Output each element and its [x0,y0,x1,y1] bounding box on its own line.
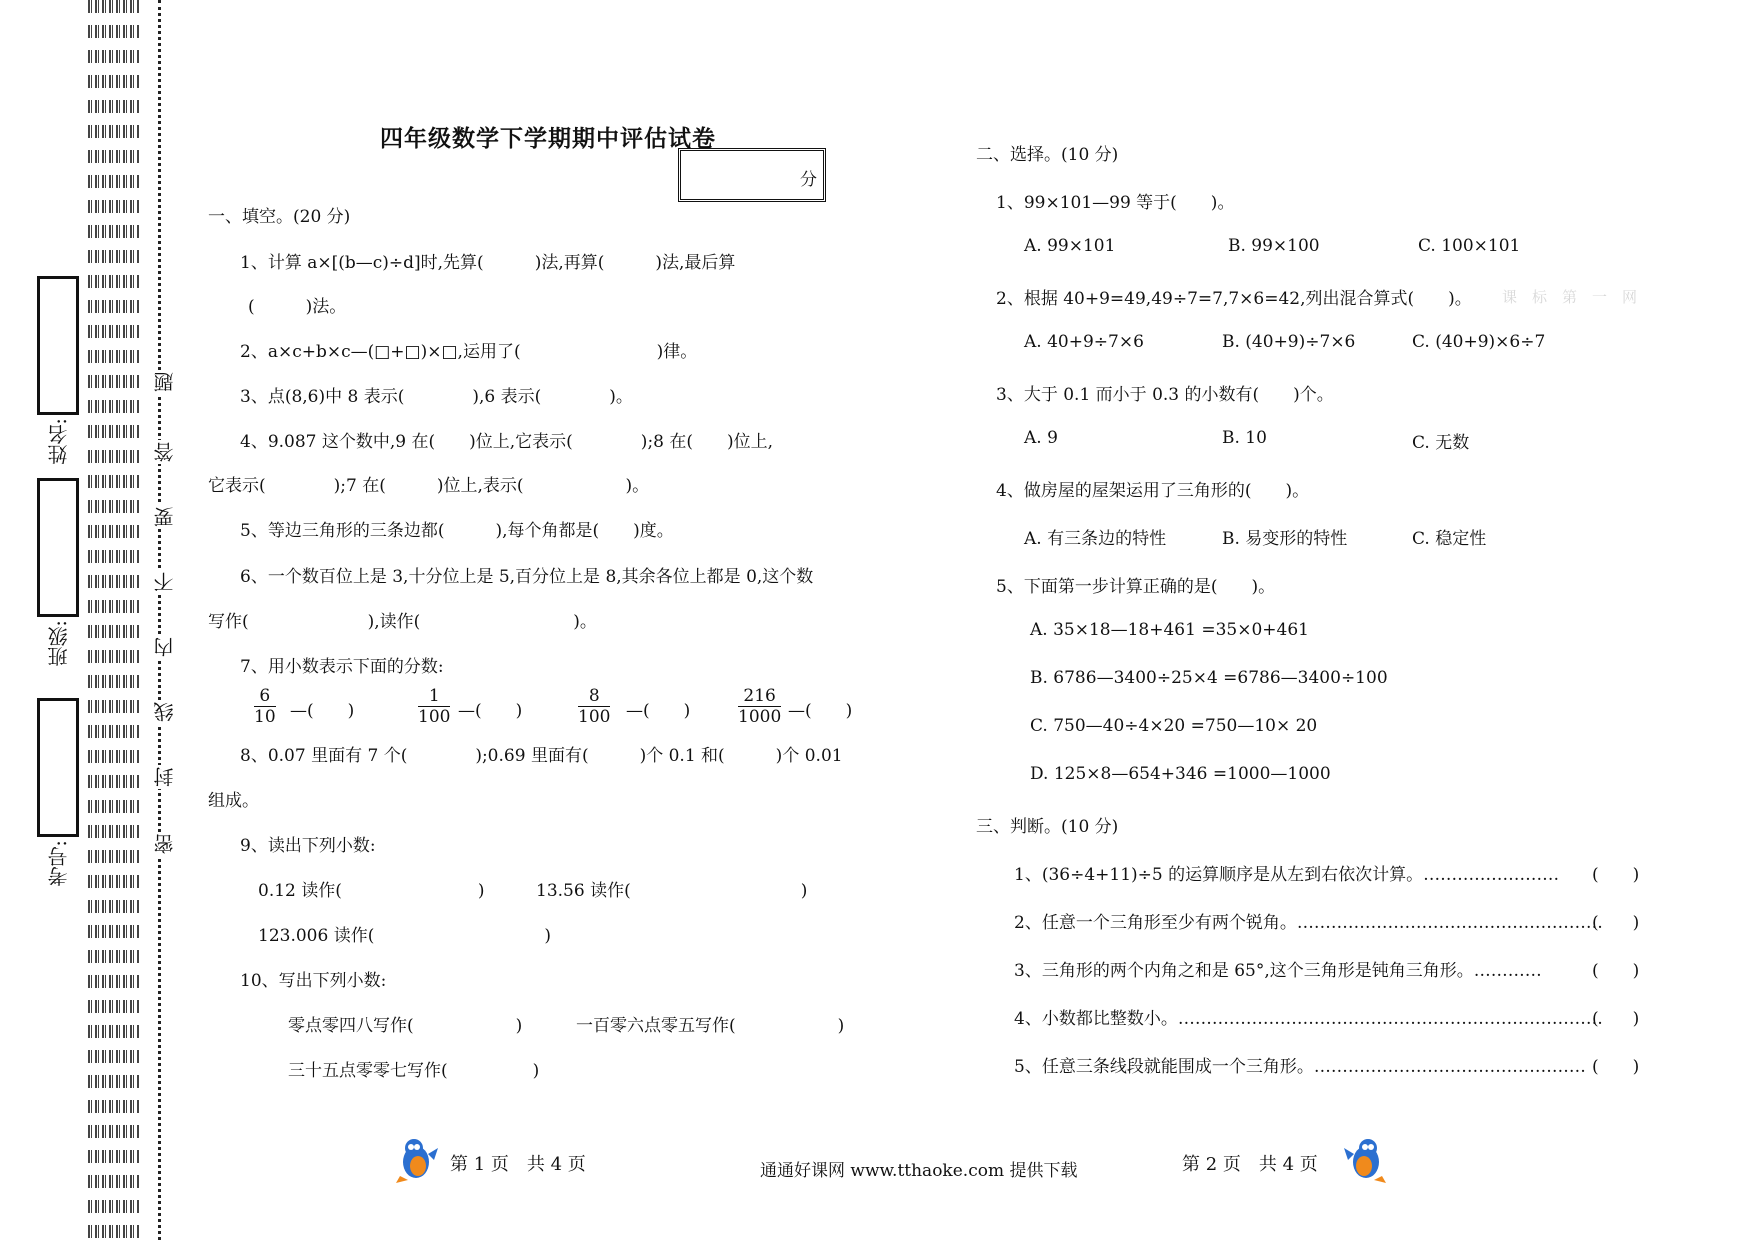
seal-char: 线 [150,700,179,724]
fraction-1: $\frac{6}{10}$ [254,686,276,727]
fill-q9-a: 0.12 读作( ) [258,881,485,901]
fill-q9: 9、读出下列小数: [240,836,376,856]
exam-title: 四年级数学下学期期中评估试卷 [380,125,716,152]
exam-number-label: 考号: [47,840,71,887]
judge-answer-1[interactable]: ( ) [1592,865,1640,885]
section3-heading: 三、判断。(10 分) [976,817,1119,837]
fill-q2: 2、a×c+b×c—(□+□)×□,运用了( )律。 [240,342,698,362]
fraction-3-blank: —( ) [626,701,691,721]
judge-answer-4[interactable]: ( ) [1592,1009,1640,1029]
seal-char: 答 [150,440,179,464]
choice-q1: 1、99×101—99 等于( )。 [996,193,1235,213]
fraction-3: $\frac{8}{100}$ [578,686,611,727]
choice-q4-opt-c: C. 稳定性 [1412,529,1487,549]
judge-item-5: 5、任意三条线段就能围成一个三角形。………………………………………… [1014,1057,1586,1077]
choice-q3-opt-a: A. 9 [1024,428,1058,448]
choice-q5-opt-a: A. 35×18—18+461 =35×0+461 [1030,620,1309,640]
class-label: 班级: [47,620,71,667]
fraction-2-blank: —( ) [458,701,523,721]
name-box[interactable] [37,276,79,415]
choice-q2: 2、根据 40+9=49,49÷7=7,7×6=42,列出混合算式( )。 [996,289,1472,309]
judge-answer-5[interactable]: ( ) [1592,1057,1640,1077]
choice-q3-opt-b: B. 10 [1222,428,1267,448]
seal-char: 题 [150,370,179,394]
seal-char: 封 [150,765,179,789]
mascot-right-icon [1342,1136,1388,1184]
choice-q5: 5、下面第一步计算正确的是( )。 [996,577,1276,597]
section1-heading: 一、填空。(20 分) [208,207,351,227]
choice-q3-opt-c: C. 无数 [1412,433,1470,453]
fill-q5: 5、等边三角形的三条边都( ),每个角都是( )度。 [240,521,674,541]
choice-q5-opt-d: D. 125×8—654+346 =1000—1000 [1030,764,1331,784]
fill-q1-line2: ( )法。 [248,297,347,317]
footer-page-left: 第 1 页 共 4 页 [450,1154,586,1175]
fraction-2: $\frac{1}{100}$ [418,686,451,727]
choice-q2-opt-b: B. (40+9)÷7×6 [1222,332,1356,352]
footer-page-right: 第 2 页 共 4 页 [1182,1154,1318,1175]
seal-char: 不 [150,570,179,594]
choice-q5-opt-c: C. 750—40÷4×20 =750—10× 20 [1030,716,1318,736]
choice-q5-opt-b: B. 6786—3400÷25×4 =6786—3400÷100 [1030,668,1388,688]
name-label: 姓名: [47,418,71,465]
watermark-text: 课 标 第 一 网 [1502,288,1638,306]
fraction-4: $\frac{216}{1000}$ [738,686,782,727]
fill-q9-b: 13.56 读作( ) [536,881,808,901]
seal-char: 密 [150,832,179,856]
fill-q8-line1: 8、0.07 里面有 7 个( );0.69 里面有( )个 0.1 和( )个 0.01 [240,746,843,766]
score-box[interactable] [678,148,826,202]
judge-answer-3[interactable]: ( ) [1592,961,1640,981]
seal-char: 要 [150,505,179,529]
fill-q10-c: 三十五点零零七写作( ) [288,1061,540,1081]
choice-q2-opt-a: A. 40+9÷7×6 [1024,332,1144,352]
fill-q6-line1: 6、一个数百位上是 3,十分位上是 5,百分位上是 8,其余各位上都是 0,这个数 [240,567,814,587]
choice-q4-opt-a: A. 有三条边的特性 [1024,529,1167,549]
seal-dotted-line [158,0,161,1240]
fraction-1-blank: —( ) [290,701,355,721]
fill-q10-a: 零点零四八写作( ) [288,1016,523,1036]
judge-answer-2[interactable]: ( ) [1592,913,1640,933]
choice-q4: 4、做房屋的屋架运用了三角形的( )。 [996,481,1310,501]
fill-q6-line2: 写作( ),读作( )。 [208,612,597,632]
score-unit: 分 [800,170,817,190]
fill-q8-line2: 组成。 [208,791,259,811]
section2-heading: 二、选择。(10 分) [976,145,1119,165]
fill-q3: 3、点(8,6)中 8 表示( ),6 表示( )。 [240,387,633,407]
judge-item-4: 4、小数都比整数小。………………………………………………………………… [1014,1009,1603,1029]
choice-q3: 3、大于 0.1 而小于 0.3 的小数有( )个。 [996,385,1334,405]
choice-q1-opt-c: C. 100×101 [1418,236,1521,256]
fill-q10: 10、写出下列小数: [240,971,387,991]
class-box[interactable] [37,478,79,617]
judge-item-1: 1、(36÷4+11)÷5 的运算顺序是从左到右依次计算。…………………… [1014,865,1560,885]
mascot-left-icon [394,1136,440,1184]
choice-q4-opt-b: B. 易变形的特性 [1222,529,1348,549]
choice-q2-opt-c: C. (40+9)×6÷7 [1412,332,1546,352]
binding-barcode-strip [88,0,140,1240]
judge-item-3: 3、三角形的两个内角之和是 65°,这个三角形是钝角三角形。………… [1014,961,1542,981]
footer-center-text: 通通好课网 www.tthaoke.com 提供下载 [760,1161,1078,1181]
choice-q1-opt-a: A. 99×101 [1024,236,1116,256]
fill-q4-line2: 它表示( );7 在( )位上,表示( )。 [208,476,650,496]
fill-q1-line1: 1、计算 a×[(b—c)÷d]时,先算( )法,再算( )法,最后算 [240,253,736,273]
fill-q10-b: 一百零六点零五写作( ) [576,1016,845,1036]
fill-q4-line1: 4、9.087 这个数中,9 在( )位上,它表示( );8 在( )位上, [240,432,774,452]
exam-number-box[interactable] [37,698,79,837]
fraction-4-blank: —( ) [788,701,853,721]
fill-q7: 7、用小数表示下面的分数: [240,657,444,677]
choice-q1-opt-b: B. 99×100 [1228,236,1320,256]
fill-q9-c: 123.006 读作( ) [258,926,551,946]
seal-char: 内 [150,635,179,659]
judge-item-2: 2、任意一个三角形至少有两个锐角。……………………………………………… [1014,913,1603,933]
